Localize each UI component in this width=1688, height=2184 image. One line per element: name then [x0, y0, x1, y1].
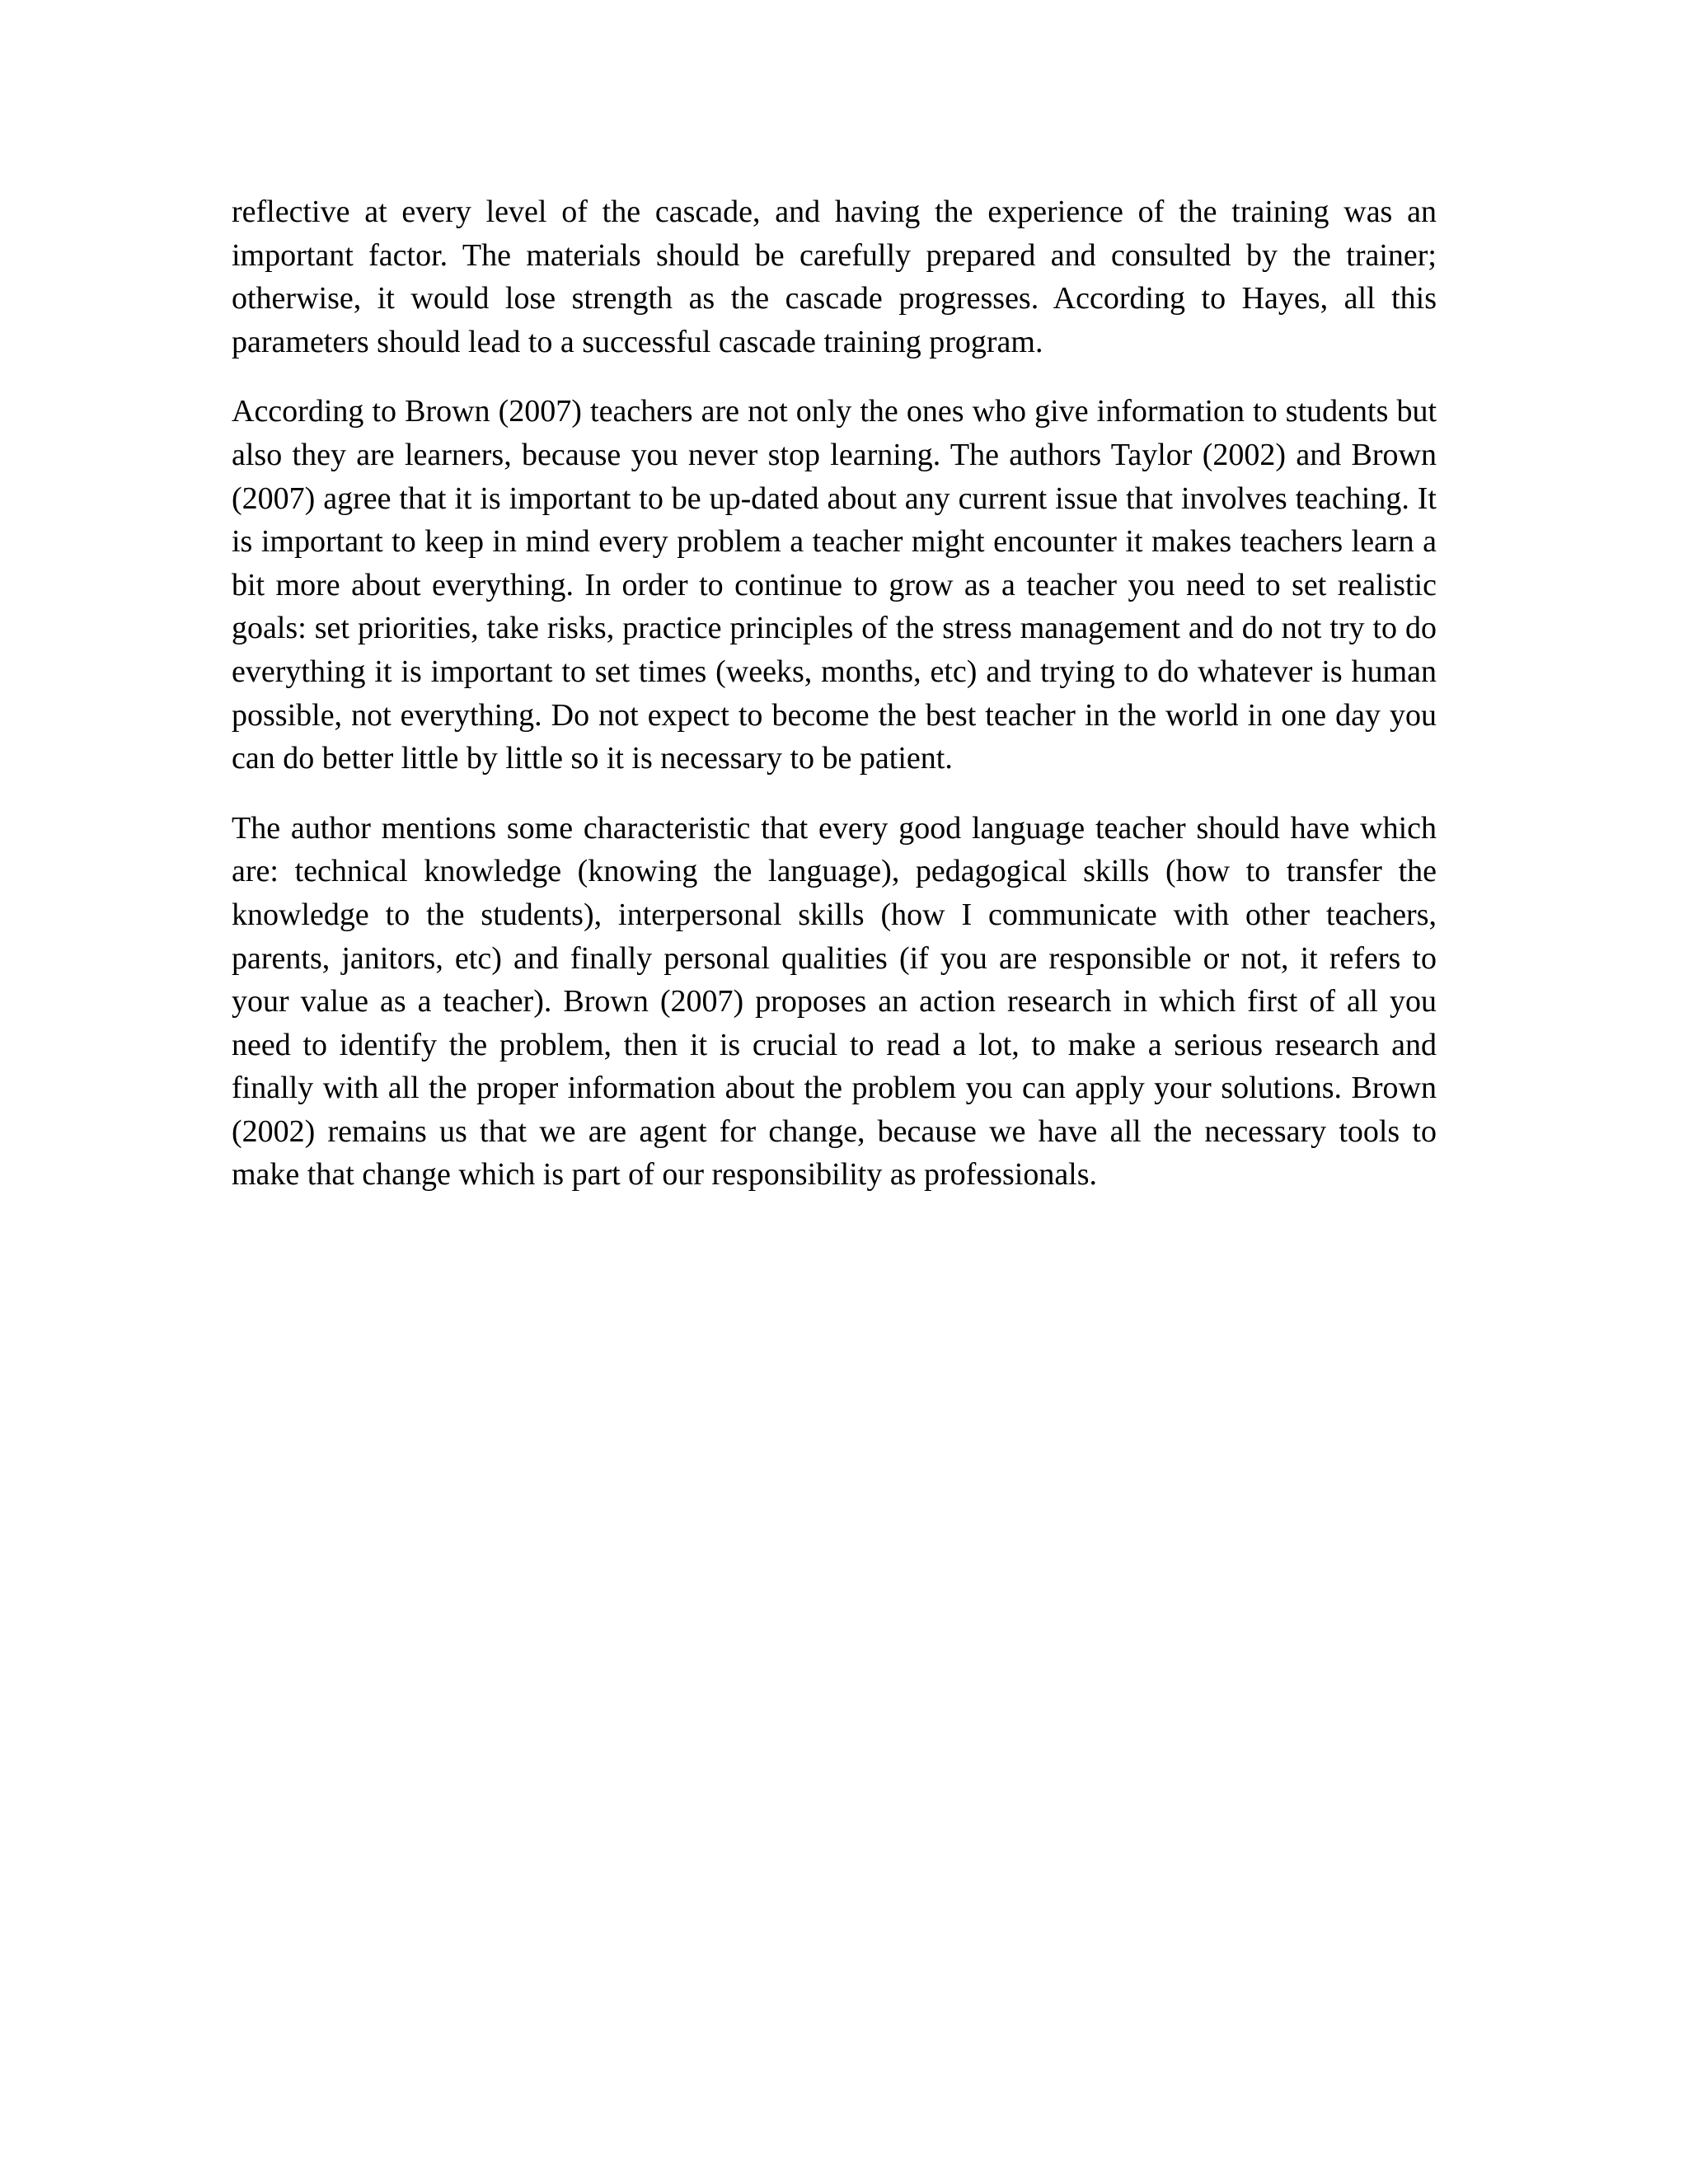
paragraph-teachers-as-learners: According to Brown (2007) teachers are not only the ones who give information to students but also they are learners, because you never stop learning. The authors Taylor (2002) and Brown (2007) agree that it is important to be up-dated about any current issue that involves teaching. It is important to keep in mind every problem a teacher might encounter it makes teachers learn a bit more about everything. In order to continue to grow as a teacher you need to set realistic goals: set priorities, take risks, practice principles of the stress management and do not try to do everything it is important to set times (weeks, months, etc) and trying to do whatever is human possible, not everything. Do not expect to become the best teacher in the world in one day you can do better little by little so it is necessary to be patient. — [232, 394, 1437, 776]
body-text — [232, 190, 1437, 1223]
paragraph-teacher-characteristics: The author mentions some characteristic that every good language teacher should have which are: technical knowledge (knowing the language), pedagogical skills (how to transfer the knowledge to the students), interpersonal skills (how I communicate with other teachers, parents, janitors, etc) and finally personal qualities (if you are responsible or not, it refers to your value as a teacher). Brown (2007) proposes an action research in which first of all you need to identify the problem, then it is crucial to read a lot, to make a serious research and finally with all the proper information about the problem you can apply your solutions. Brown (2002) remains us that we are agent for change, because we have all the necessary tools to make that change which is part of our responsibility as professionals. — [232, 810, 1437, 1193]
paragraph-cascade-training: reflective at every level of the cascade, and having the experience of the training was an important factor. The materials should be carefully prepared and consulted by the trainer; otherwise, it would lose strength as the cascade progresses. According to Hayes, all this parameters should lead to a successful cascade training program. — [232, 194, 1437, 359]
